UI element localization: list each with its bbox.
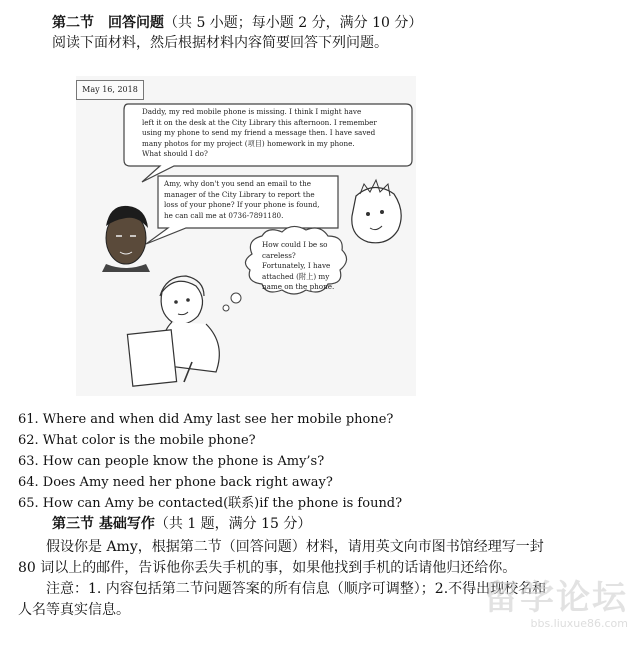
section2-title: 第二节 回答问题 (52, 15, 164, 31)
question-62: 62. What color is the mobile phone? (18, 433, 256, 448)
section2-title-note: （共 5 小题；每小题 2 分，满分 10 分） (164, 15, 423, 31)
section2-heading (52, 14, 422, 32)
section3-title-note: （共 1 题，满分 15 分） (154, 516, 312, 532)
bubble2-text: Amy, why don't you send an email to the manager of the City Library to report the loss of your phone? If your phone is found, he can call me at 0736-7891180. (164, 179, 320, 220)
watermark-logo: 留学论坛 (484, 578, 628, 618)
section3-para1: 假设你是 Amy，根据第二节（回答问题）材料，请用英文向市图书馆经理写一封 (46, 539, 544, 555)
watermark-url: bbs.liuxue86.com (530, 617, 628, 630)
section3-para4: 人名等真实信息。 (18, 602, 130, 618)
bubble1-text: Daddy, my red mobile phone is missing. I think I might have left it on the desk at the City Library this afternoon. I remember using my phone to send my friend a message then. I have saved many photos for my project (项目) homework in my phone. What should I do? (142, 107, 377, 158)
section3-heading (52, 515, 311, 533)
date-label: May 16, 2018 (76, 80, 144, 100)
question-65: 65. How can Amy be contacted(联系)if the phone is found? (18, 496, 403, 511)
question-64: 64. Does Amy need her phone back right away? (18, 475, 333, 490)
section2-instruction: 阅读下面材料，然后根据材料内容简要回答下列问题。 (52, 35, 388, 51)
section3-para3: 注意：1. 内容包括第二节问题答案的所有信息（顺序可调整）；2.不得出现校名和 (46, 581, 547, 597)
question-61: 61. Where and when did Amy last see her mobile phone? (18, 412, 394, 427)
bubble3-text: How could I be so careless? Fortunately, I have attached (附上) my name on the phone. (262, 240, 335, 291)
section3-para2: 80 词以上的邮件，告诉他你丢失手机的事，如果他找到手机的话请他归还给你。 (18, 560, 517, 576)
watermark (484, 570, 628, 630)
question-63: 63. How can people know the phone is Amy’s? (18, 454, 325, 469)
section3-title: 第三节 基础写作 (52, 516, 155, 532)
